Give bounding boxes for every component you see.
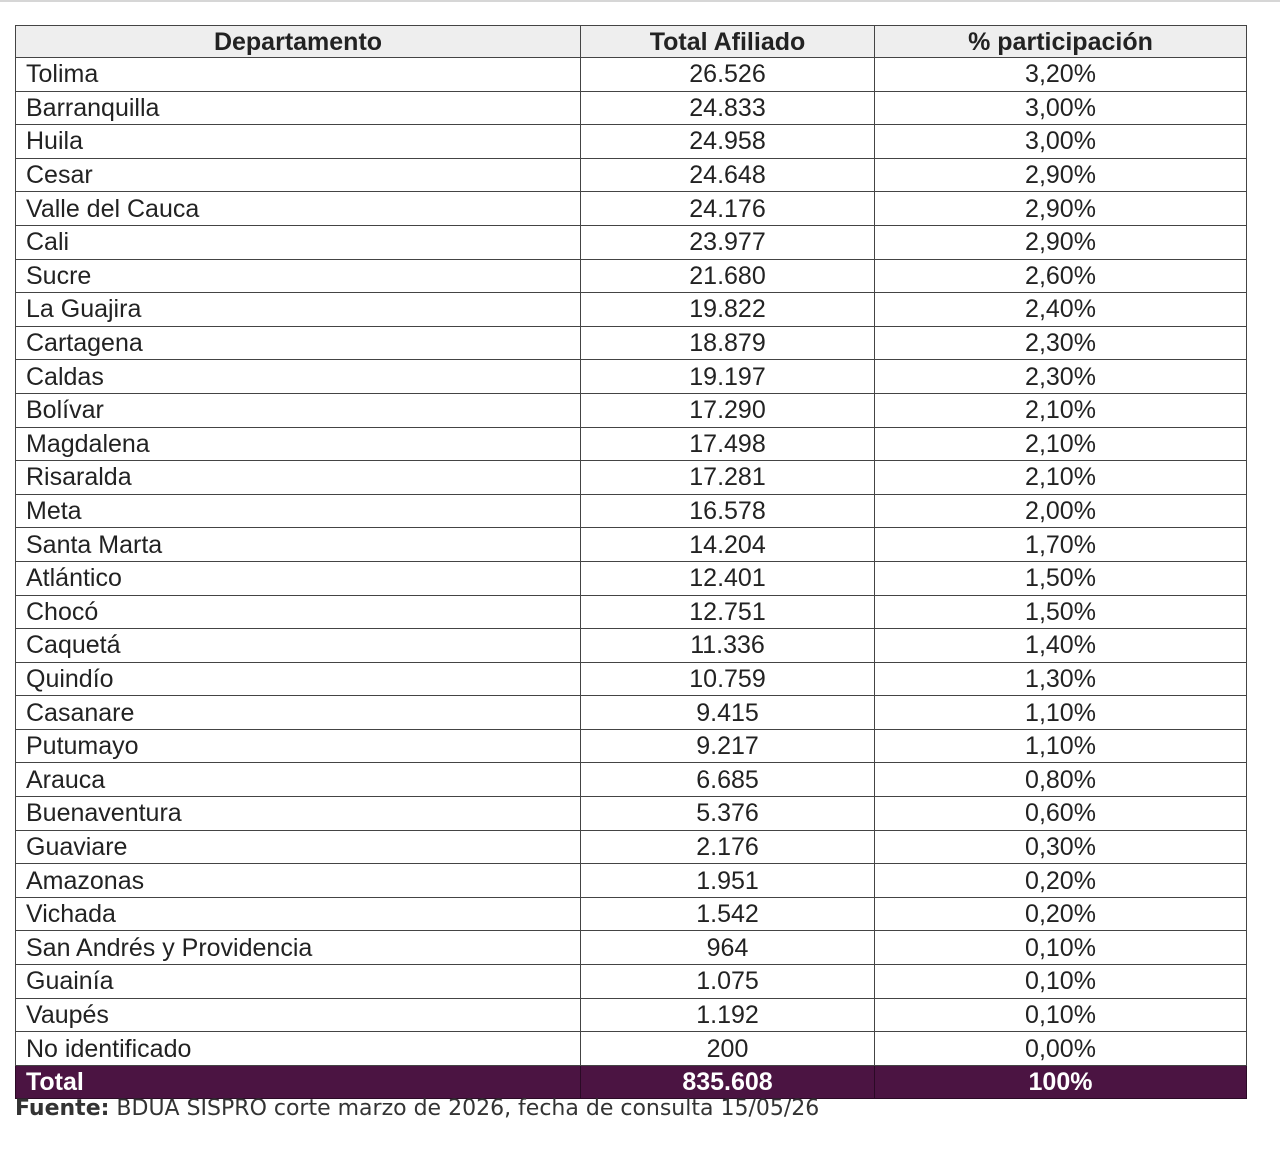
- participacion-cell: 0,80%: [875, 763, 1247, 797]
- total-afiliado-cell: 19.822: [581, 293, 875, 327]
- participacion-cell: 1,50%: [875, 561, 1247, 595]
- total-afiliado-cell: 19.197: [581, 360, 875, 394]
- total-afiliado-cell: 24.648: [581, 158, 875, 192]
- departamento-cell: Amazonas: [16, 864, 581, 898]
- table-row: [16, 192, 1247, 226]
- header-participacion: % participación: [875, 26, 1247, 58]
- departamento-cell: Casanare: [16, 696, 581, 730]
- participacion-cell: 1,40%: [875, 629, 1247, 663]
- participacion-cell: 0,20%: [875, 864, 1247, 898]
- participacion-cell: 2,90%: [875, 225, 1247, 259]
- departamento-cell: Arauca: [16, 763, 581, 797]
- departamento-cell: Vichada: [16, 897, 581, 931]
- participacion-cell: 0,10%: [875, 931, 1247, 965]
- table-row: [16, 965, 1247, 999]
- departamento-cell: No identificado: [16, 1032, 581, 1066]
- total-afiliado-cell: 964: [581, 931, 875, 965]
- departamento-cell: Putumayo: [16, 729, 581, 763]
- departamento-cell: Cartagena: [16, 326, 581, 360]
- table-row: [16, 998, 1247, 1032]
- total-label: Total: [16, 1065, 581, 1099]
- source-text: BDUA SISPRO corte marzo de 2026, fecha de consulta 15/05/26: [109, 1096, 820, 1121]
- departamento-cell: Cali: [16, 225, 581, 259]
- departamento-cell: La Guajira: [16, 293, 581, 327]
- departamento-cell: Risaralda: [16, 461, 581, 495]
- departamento-cell: San Andrés y Providencia: [16, 931, 581, 965]
- departamento-cell: Buenaventura: [16, 797, 581, 831]
- departamento-cell: Tolima: [16, 58, 581, 92]
- departamento-cell: Vaupés: [16, 998, 581, 1032]
- participacion-cell: 3,00%: [875, 91, 1247, 125]
- total-afiliado-cell: 16.578: [581, 494, 875, 528]
- departamento-cell: Bolívar: [16, 393, 581, 427]
- total-afiliado-cell: 1.542: [581, 897, 875, 931]
- total-afiliado-cell: 24.958: [581, 125, 875, 159]
- table-row: [16, 561, 1247, 595]
- table-row: [16, 91, 1247, 125]
- total-afiliado-cell: 11.336: [581, 629, 875, 663]
- participacion-cell: 1,30%: [875, 662, 1247, 696]
- total-row: [16, 1065, 1247, 1099]
- participacion-cell: 2,90%: [875, 158, 1247, 192]
- header-total-afiliado: Total Afiliado: [581, 26, 875, 58]
- table-body: [16, 58, 1247, 1066]
- table-row: [16, 58, 1247, 92]
- participacion-cell: 2,90%: [875, 192, 1247, 226]
- participacion-cell: 1,50%: [875, 595, 1247, 629]
- departamento-cell: Magdalena: [16, 427, 581, 461]
- departamento-cell: Guaviare: [16, 830, 581, 864]
- total-afiliado-cell: 18.879: [581, 326, 875, 360]
- participacion-cell: 3,20%: [875, 58, 1247, 92]
- departamento-cell: Quindío: [16, 662, 581, 696]
- table-row: [16, 293, 1247, 327]
- total-afiliado-cell: 1.075: [581, 965, 875, 999]
- table-row: [16, 360, 1247, 394]
- total-afiliado-cell: 2.176: [581, 830, 875, 864]
- participacion-cell: 3,00%: [875, 125, 1247, 159]
- table-row: [16, 225, 1247, 259]
- departamento-cell: Santa Marta: [16, 528, 581, 562]
- total-afiliado-cell: 24.833: [581, 91, 875, 125]
- header-row: [16, 26, 1247, 58]
- table-footer: [16, 1065, 1247, 1099]
- table-row: [16, 427, 1247, 461]
- table-row: [16, 629, 1247, 663]
- departamento-cell: Meta: [16, 494, 581, 528]
- table-row: [16, 830, 1247, 864]
- table-row: [16, 259, 1247, 293]
- participacion-cell: 2,30%: [875, 326, 1247, 360]
- table-row: [16, 326, 1247, 360]
- total-afiliado-cell: 1.192: [581, 998, 875, 1032]
- header-departamento: Departamento: [16, 26, 581, 58]
- total-afiliado-cell: 9.217: [581, 729, 875, 763]
- total-afiliado-cell: 17.498: [581, 427, 875, 461]
- total-afiliado-cell: 23.977: [581, 225, 875, 259]
- table-row: [16, 1032, 1247, 1066]
- departamento-cell: Barranquilla: [16, 91, 581, 125]
- departamento-cell: Caldas: [16, 360, 581, 394]
- total-afiliado-cell: 6.685: [581, 763, 875, 797]
- participacion-cell: 2,10%: [875, 393, 1247, 427]
- table-row: [16, 528, 1247, 562]
- total-afiliado-cell: 17.290: [581, 393, 875, 427]
- table-row: [16, 125, 1247, 159]
- total-afiliado-cell: 26.526: [581, 58, 875, 92]
- total-afiliado-value: 835.608: [581, 1065, 875, 1099]
- departamento-cell: Caquetá: [16, 629, 581, 663]
- table-row: [16, 595, 1247, 629]
- participacion-cell: 2,10%: [875, 427, 1247, 461]
- total-afiliado-cell: 5.376: [581, 797, 875, 831]
- participacion-cell: 2,00%: [875, 494, 1247, 528]
- departamento-cell: Huila: [16, 125, 581, 159]
- source-note: [15, 1096, 819, 1122]
- total-afiliado-cell: 9.415: [581, 696, 875, 730]
- table-row: [16, 393, 1247, 427]
- departamento-cell: Sucre: [16, 259, 581, 293]
- participacion-cell: 0,60%: [875, 797, 1247, 831]
- total-afiliado-cell: 10.759: [581, 662, 875, 696]
- table-row: [16, 864, 1247, 898]
- participacion-cell: 2,10%: [875, 461, 1247, 495]
- participacion-cell: 0,10%: [875, 965, 1247, 999]
- table-row: [16, 662, 1247, 696]
- total-afiliado-cell: 12.751: [581, 595, 875, 629]
- total-afiliado-cell: 21.680: [581, 259, 875, 293]
- table-row: [16, 158, 1247, 192]
- affiliates-table: [15, 25, 1247, 1099]
- participacion-cell: 0,10%: [875, 998, 1247, 1032]
- participacion-cell: 1,10%: [875, 729, 1247, 763]
- participacion-cell: 0,30%: [875, 830, 1247, 864]
- departamento-cell: Atlántico: [16, 561, 581, 595]
- table-row: [16, 763, 1247, 797]
- top-divider: [0, 0, 1280, 2]
- departamento-cell: Valle del Cauca: [16, 192, 581, 226]
- total-afiliado-cell: 1.951: [581, 864, 875, 898]
- participacion-cell: 2,40%: [875, 293, 1247, 327]
- participacion-cell: 0,00%: [875, 1032, 1247, 1066]
- table-row: [16, 494, 1247, 528]
- table-row: [16, 931, 1247, 965]
- total-afiliado-cell: 12.401: [581, 561, 875, 595]
- departamento-cell: Chocó: [16, 595, 581, 629]
- total-afiliado-cell: 17.281: [581, 461, 875, 495]
- departamento-cell: Guainía: [16, 965, 581, 999]
- departamento-cell: Cesar: [16, 158, 581, 192]
- table-header: [16, 26, 1247, 58]
- table-row: [16, 797, 1247, 831]
- total-participacion-value: 100%: [875, 1065, 1247, 1099]
- participacion-cell: 1,70%: [875, 528, 1247, 562]
- total-afiliado-cell: 200: [581, 1032, 875, 1066]
- source-label: Fuente:: [15, 1096, 110, 1121]
- participacion-cell: 0,20%: [875, 897, 1247, 931]
- participacion-cell: 2,30%: [875, 360, 1247, 394]
- table-row: [16, 696, 1247, 730]
- table-row: [16, 897, 1247, 931]
- total-afiliado-cell: 24.176: [581, 192, 875, 226]
- table-row: [16, 729, 1247, 763]
- participacion-cell: 1,10%: [875, 696, 1247, 730]
- table-row: [16, 461, 1247, 495]
- participacion-cell: 2,60%: [875, 259, 1247, 293]
- total-afiliado-cell: 14.204: [581, 528, 875, 562]
